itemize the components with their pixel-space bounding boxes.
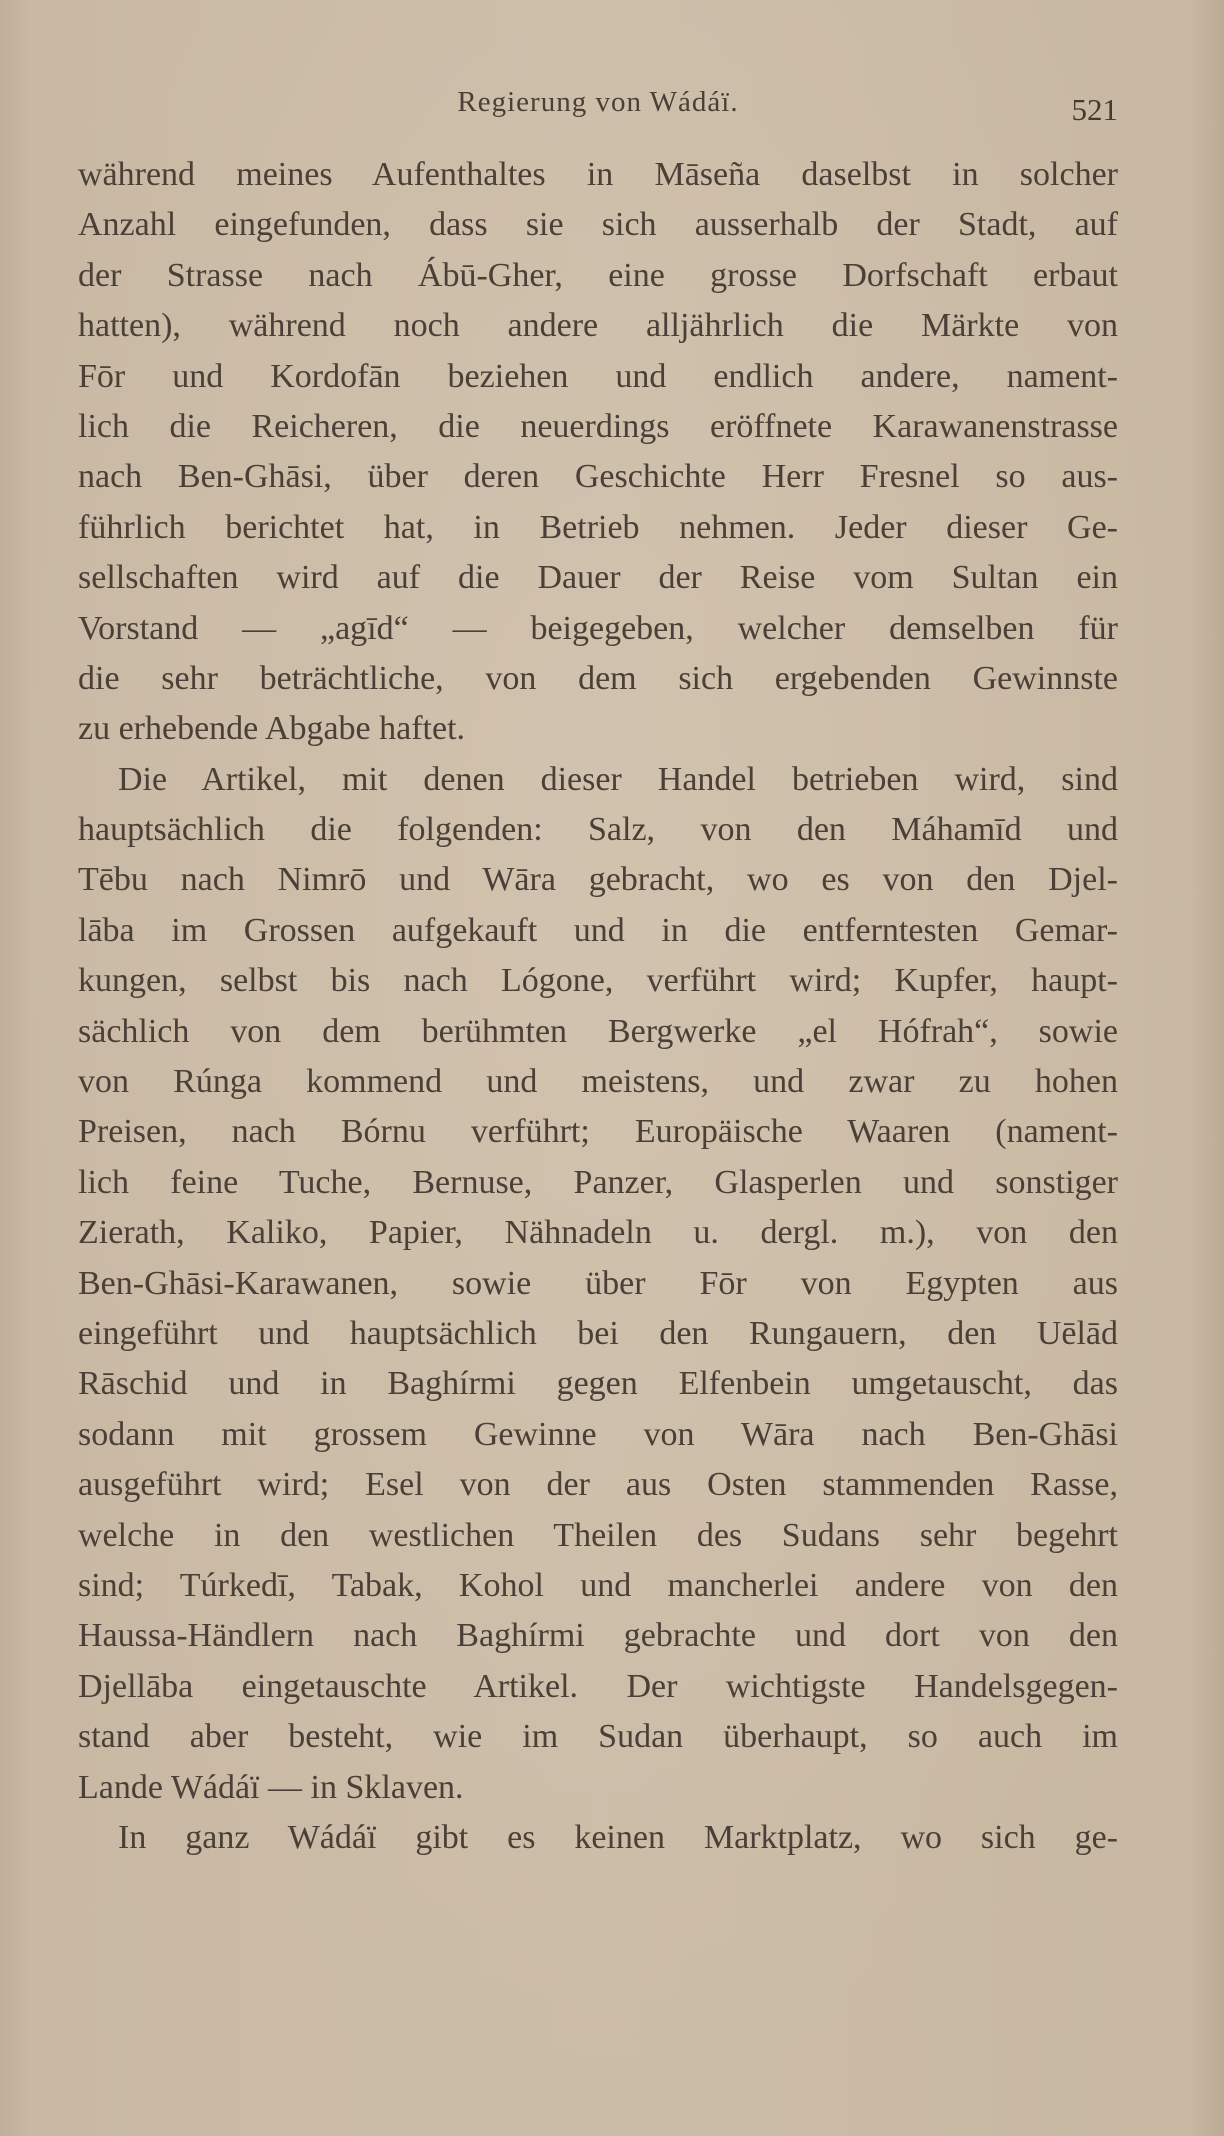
text-line: Zierath, Kaliko, Papier, Nähnadeln u. dergl. m.), von den (78, 1214, 1118, 1252)
text-line: Fōr und Kordofān beziehen und endlich andere, nament- (78, 357, 1118, 395)
paragraph-start-line: Die Artikel, mit denen dieser Handel betrieben wird, sind (118, 760, 1118, 798)
text-line: lich die Reicheren, die neuerdings eröffnete Karawanenstrasse (78, 407, 1118, 445)
text-line: hauptsächlich die folgenden: Salz, von den Máhamīd und (78, 811, 1118, 849)
text-line: von Rúnga kommend und meistens, und zwar zu hohen (78, 1063, 1118, 1101)
text-line: sind; Túrkedī, Tabak, Kohol und mancherlei andere von den (78, 1566, 1118, 1604)
text-line: Vorstand — „agīd“ — beigegeben, welcher demselben für (78, 609, 1118, 647)
text-line: Tēbu nach Nimrō und Wāra gebracht, wo es von den Djel- (78, 861, 1118, 899)
text-line: Djellāba eingetauschte Artikel. Der wichtigste Handelsgegen- (78, 1667, 1118, 1705)
text-line: sächlich von dem berühmten Bergwerke „el Hófrah“, sowie (78, 1012, 1118, 1050)
text-line: der Strasse nach Ábū-Gher, eine grosse Dorfschaft erbaut (78, 256, 1118, 294)
text-line: welche in den westlichen Theilen des Sudans sehr begehrt (78, 1516, 1118, 1554)
text-line: stand aber besteht, wie im Sudan überhaupt, so auch im (78, 1718, 1118, 1756)
page-header (78, 82, 1118, 132)
text-line: lāba im Grossen aufgekauft und in die entferntesten Gemar- (78, 911, 1118, 949)
text-line: führlich berichtet hat, in Betrieb nehmen. Jeder dieser Ge- (78, 508, 1118, 546)
paragraph-end-line: zu erhebende Abgabe haftet. (78, 710, 466, 748)
text-line: Ben-Ghāsi-Karawanen, sowie über Fōr von Egypten aus (78, 1264, 1118, 1302)
text-line: Anzahl eingefunden, dass sie sich ausserhalb der Stadt, auf (78, 206, 1118, 244)
text-line: eingeführt und hauptsächlich bei den Rungauern, den Uēlād (78, 1314, 1118, 1352)
text-line: Preisen, nach Bórnu verführt; Europäische Waaren (nament- (78, 1113, 1118, 1151)
body-text (78, 150, 1118, 1863)
text-line: sodann mit grossem Gewinne von Wāra nach Ben-Ghāsi (78, 1415, 1118, 1453)
text-line: nach Ben-Ghāsi, über deren Geschichte Herr Fresnel so aus- (78, 458, 1118, 496)
text-line: ausgeführt wird; Esel von der aus Osten stammenden Rasse, (78, 1466, 1118, 1504)
text-line: hatten), während noch andere alljährlich die Märkte von (78, 307, 1118, 345)
paragraph-end-line: Lande Wádáï — in Sklaven. (78, 1768, 464, 1806)
paragraph-start-line: In ganz Wádáï gibt es keinen Marktplatz, wo sich ge- (118, 1818, 1118, 1856)
text-line: kungen, selbst bis nach Lógone, verführt wird; Kupfer, haupt- (78, 962, 1118, 1000)
text-line: lich feine Tuche, Bernuse, Panzer, Glasperlen und sonstiger (78, 1163, 1118, 1201)
text-line: die sehr beträchtliche, von dem sich ergebenden Gewinnste (78, 659, 1118, 697)
text-line: während meines Aufenthaltes in Māseña daselbst in solcher (78, 156, 1118, 193)
text-line: sellschaften wird auf die Dauer der Reise vom Sultan ein (78, 559, 1118, 597)
page-number: 521 (1071, 92, 1118, 127)
text-line: Rāschid und in Baghírmi gegen Elfenbein umgetauscht, das (78, 1365, 1118, 1403)
running-head: Regierung von Wádáï. (457, 86, 739, 118)
text-line: Haussa-Händlern nach Baghírmi gebrachte und dort von den (78, 1617, 1118, 1655)
